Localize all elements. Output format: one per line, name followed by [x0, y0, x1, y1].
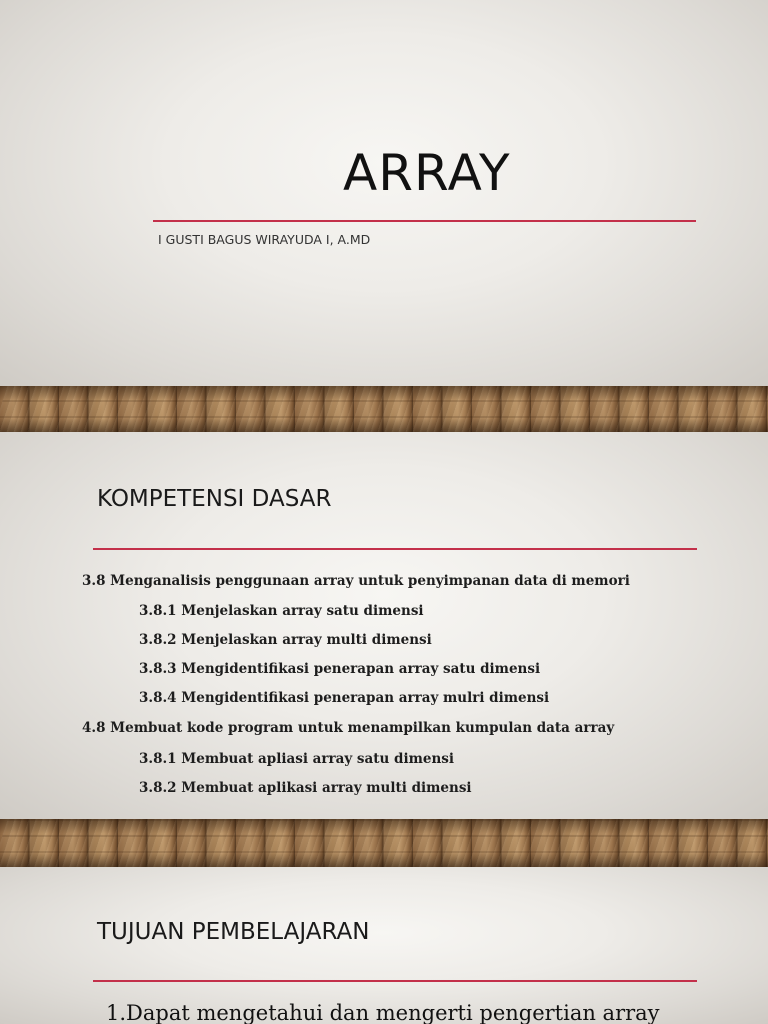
list-item: 3.8.2 Menjelaskan array multi dimensi — [139, 632, 432, 648]
list-item: 1.Dapat mengetahui dan mengerti pengertian array — [106, 1001, 660, 1024]
title-divider — [153, 220, 696, 222]
list-item: 4.8 Membuat kode program untuk menampilkan kumpulan data array — [82, 720, 615, 736]
wood-floor-divider — [0, 386, 768, 432]
slide-title-text: ARRAY — [343, 144, 511, 202]
author-subtitle: I GUSTI BAGUS WIRAYUDA I, A.MD — [158, 232, 371, 247]
list-item: 3.8 Menganalisis penggunaan array untuk penyimpanan data di memori — [82, 573, 630, 589]
wood-floor-divider — [0, 819, 768, 867]
list-item: 3.8.4 Mengidentifikasi penerapan array mulri dimensi — [139, 690, 550, 706]
list-item: 3.8.2 Membuat aplikasi array multi dimensi — [139, 780, 472, 796]
list-item: 3.8.3 Mengidentifikasi penerapan array satu dimensi — [139, 661, 541, 677]
list-item: 3.8.1 Menjelaskan array satu dimensi — [139, 603, 424, 619]
slide-heading: TUJUAN PEMBELAJARAN — [97, 919, 370, 945]
slide-title — [0, 0, 768, 386]
slide-heading: KOMPETENSI DASAR — [97, 486, 332, 512]
list-item: 3.8.1 Membuat apliasi array satu dimensi — [139, 751, 455, 767]
heading-divider — [93, 980, 697, 982]
heading-divider — [93, 548, 697, 550]
